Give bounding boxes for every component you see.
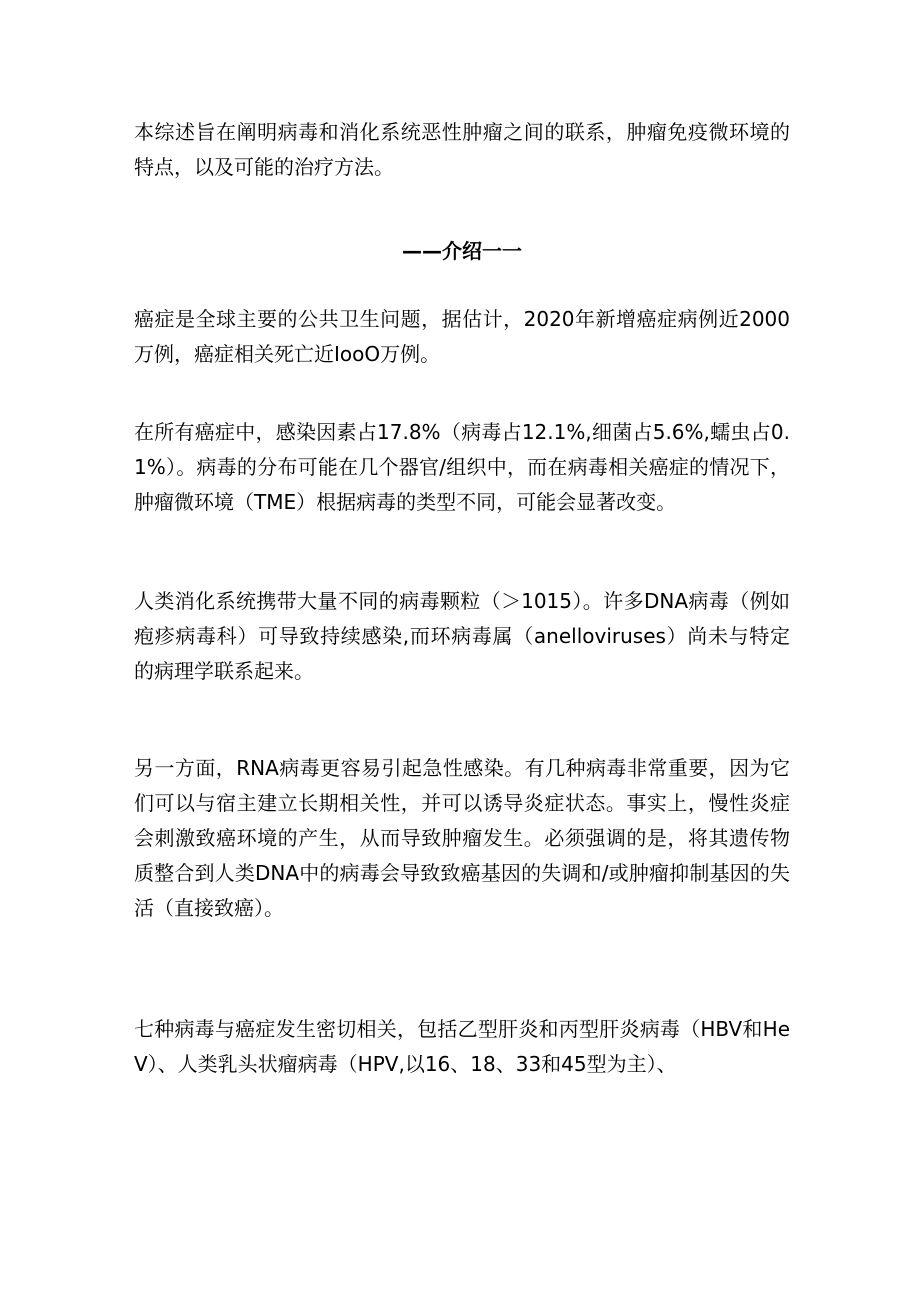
section-heading-introduction: ——介绍一一 bbox=[402, 239, 522, 263]
paragraph-seven-viruses: 七种病毒与癌症发生密切相关，包括乙型肝炎和丙型肝炎病毒（HBV和HeV）、人类乳头状瘤病毒（HPV,以16、18、33和45型为主）、 bbox=[134, 1017, 790, 1076]
paragraph-rna-viruses: 另一方面，RNA病毒更容易引起急性感染。有几种病毒非常重要，因为它们可以与宿主建立长期相关性，并可以诱导炎症状态。事实上，慢性炎症会刺激致癌环境的产生，从而导致肿瘤发生。必须强调的是，将其遗传物质整合到人类DNA中的病毒会导致致癌基因的失调和/或肿瘤抑制基因的失活（直接致癌）。 bbox=[134, 756, 790, 920]
paragraph-infection-factors: 在所有癌症中，感染因素占17.8%（病毒占12.1%,细菌占5.6%,蠕虫占0.1%）。病毒的分布可能在几个器官/组织中，而在病毒相关癌症的情况下，肿瘤微环境（TME）根据病毒的类型不同，可能会显著改变。 bbox=[134, 420, 790, 514]
intro-summary-paragraph: 本综述旨在阐明病毒和消化系统恶性肿瘤之间的联系，肿瘤免疫微环境的特点，以及可能的治疗方法。 bbox=[134, 120, 790, 179]
paragraph-cancer-burden: 癌症是全球主要的公共卫生问题，据估计，2020年新增癌症病例近2000万例，癌症相关死亡近IooO万例。 bbox=[134, 307, 790, 366]
paragraph-digestive-viruses: 人类消化系统携带大量不同的病毒颗粒（＞1015）。许多DNA病毒（例如疱疹病毒科）可导致持续感染,而环病毒属（anelloviruses）尚未与特定的病理学联系起来。 bbox=[134, 589, 790, 683]
